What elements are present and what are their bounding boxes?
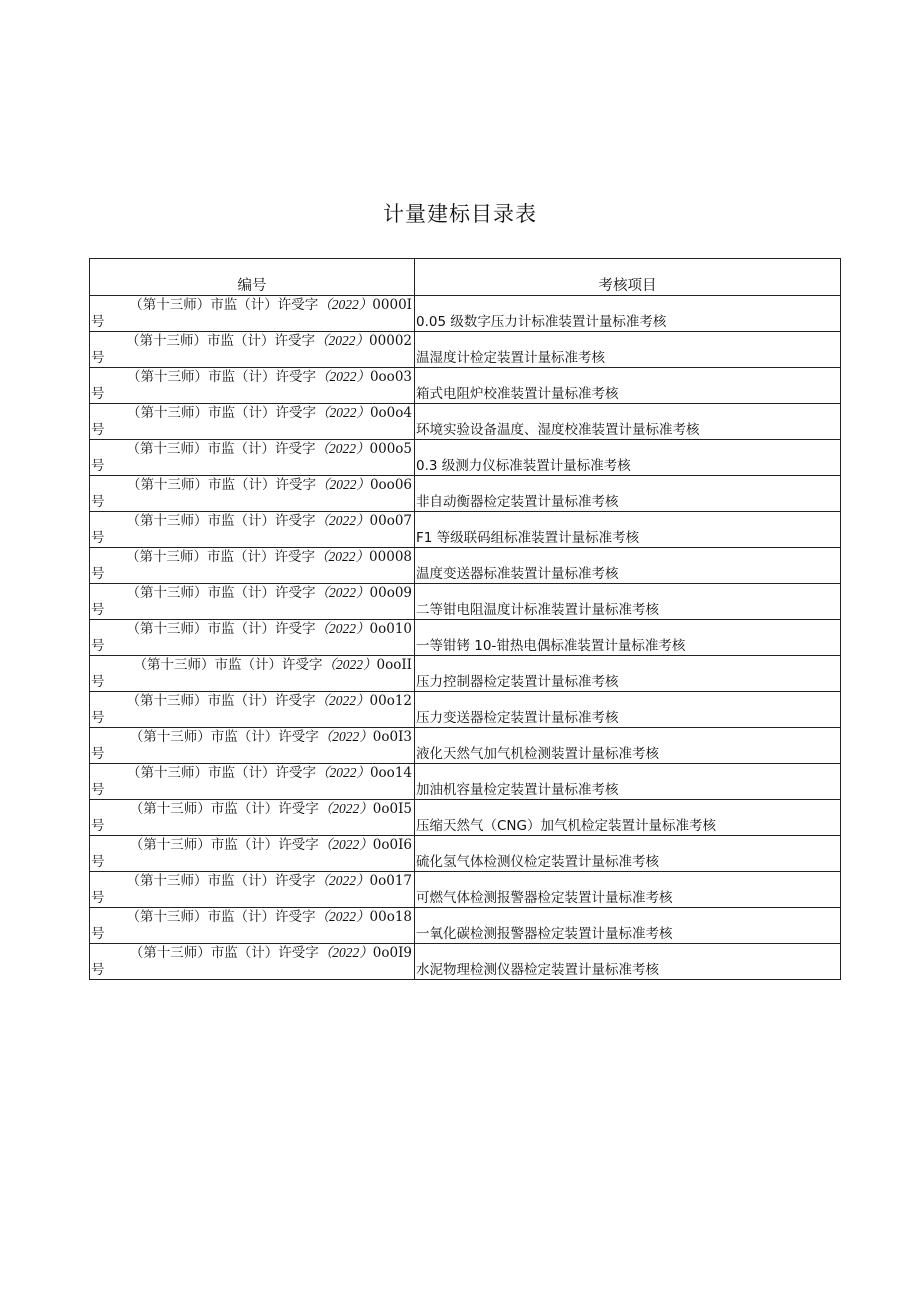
item-text: 非自动衡器检定装置计量标准考核: [416, 494, 619, 510]
number-line: [90, 404, 412, 422]
number-suffix: 号: [91, 422, 105, 438]
number-suffix: 号: [91, 566, 105, 582]
item-text: 一氧化碳检测报警器检定装置计量标准考核: [416, 926, 673, 942]
number-cell: [90, 512, 415, 548]
table-row: [90, 656, 841, 692]
number-cell: [90, 476, 415, 512]
table-row: [90, 548, 841, 584]
number-line: [90, 620, 412, 638]
item-cell: [415, 620, 841, 656]
item-text: 二等钳电阻温度计标准装置计量标准考核: [416, 602, 659, 618]
item-text: 压缩天然气（CNG）加气机检定装置计量标准考核: [416, 818, 716, 834]
number-suffix: 号: [91, 458, 105, 474]
number-year: （2022）: [318, 729, 373, 744]
number-suffix: 号: [91, 854, 105, 870]
number-prefix: （第十三师）市监（计）许受字: [126, 765, 316, 781]
number-year: （2022）: [315, 549, 370, 564]
item-text: 环境实验设备温度、湿度校准装置计量标准考核: [416, 422, 700, 438]
table-row: [90, 944, 841, 980]
number-line: [90, 548, 412, 566]
number-prefix: （第十三师）市监（计）许受字: [126, 333, 316, 349]
table-row: [90, 872, 841, 908]
number-year: （2022）: [315, 369, 370, 384]
item-cell: [415, 836, 841, 872]
item-cell: [415, 512, 841, 548]
number-year: （2022）: [318, 801, 373, 816]
item-cell: [415, 656, 841, 692]
table-row: [90, 908, 841, 944]
table-row: [90, 440, 841, 476]
number-line: [90, 800, 412, 818]
number-line: [90, 332, 412, 350]
number-line: [90, 836, 412, 854]
table-row: [90, 620, 841, 656]
number-year: （2022）: [318, 837, 373, 852]
number-cell: [90, 800, 415, 836]
catalog-table: [89, 258, 841, 980]
table-row: [90, 728, 841, 764]
number-prefix: （第十三师）市监（计）许受字: [126, 621, 316, 637]
number-year: （2022）: [315, 441, 370, 456]
item-cell: [415, 764, 841, 800]
number-prefix: （第十三师）市监（计）许受字: [126, 441, 316, 457]
number-cell: [90, 332, 415, 368]
number-prefix: （第十三师）市监（计）许受字: [129, 801, 319, 817]
item-cell: [415, 728, 841, 764]
table-row: [90, 800, 841, 836]
number-prefix: （第十三师）市监（计）许受字: [133, 657, 323, 673]
number-line: [90, 296, 412, 314]
item-text: 0.05 级数字压力计标准装置计量标准考核: [416, 314, 667, 330]
number-prefix: （第十三师）市监（计）许受字: [126, 909, 316, 925]
number-code: 000o5: [369, 441, 412, 457]
item-text: 加油机容量检定装置计量标准考核: [416, 782, 619, 798]
number-code: 0o0I6: [372, 837, 412, 853]
number-line: [90, 728, 412, 746]
number-year: （2022）: [318, 945, 373, 960]
item-cell: [415, 692, 841, 728]
number-suffix: 号: [91, 638, 105, 654]
table-row: [90, 836, 841, 872]
number-cell: [90, 620, 415, 656]
item-text: 温湿度计检定装置计量标准考核: [416, 350, 605, 366]
table-body: [90, 296, 841, 980]
item-cell: [415, 548, 841, 584]
number-cell: [90, 944, 415, 980]
number-prefix: （第十三师）市监（计）许受字: [126, 405, 316, 421]
number-prefix: （第十三师）市监（计）许受字: [126, 477, 316, 493]
number-prefix: （第十三师）市监（计）许受字: [129, 729, 319, 745]
item-cell: [415, 404, 841, 440]
header-item: 考核项目: [415, 259, 841, 296]
number-year: （2022）: [315, 693, 370, 708]
number-prefix: （第十三师）市监（计）许受字: [129, 945, 319, 961]
table-header-row: [90, 259, 841, 296]
number-suffix: 号: [91, 350, 105, 366]
table-row: [90, 296, 841, 332]
number-year: （2022）: [315, 585, 370, 600]
number-line: [90, 944, 412, 962]
item-cell: [415, 332, 841, 368]
item-text: 液化天然气加气机检测装置计量标准考核: [416, 746, 659, 762]
number-code: 0o0o4: [369, 405, 412, 421]
number-code: 0o017: [369, 873, 412, 889]
number-prefix: （第十三师）市监（计）许受字: [126, 693, 316, 709]
page-title: 计量建标目录表: [383, 202, 537, 226]
number-suffix: 号: [91, 602, 105, 618]
number-year: （2022）: [315, 909, 370, 924]
number-code: 0o0I3: [372, 729, 412, 745]
item-cell: [415, 440, 841, 476]
item-cell: [415, 296, 841, 332]
number-year: （2022）: [318, 297, 373, 312]
number-cell: [90, 872, 415, 908]
number-cell: [90, 368, 415, 404]
number-year: （2022）: [315, 873, 370, 888]
number-suffix: 号: [91, 494, 105, 510]
number-code: 0o0I5: [372, 801, 412, 817]
number-prefix: （第十三师）市监（计）许受字: [126, 513, 316, 529]
number-cell: [90, 440, 415, 476]
item-cell: [415, 872, 841, 908]
number-cell: [90, 764, 415, 800]
number-suffix: 号: [91, 962, 105, 978]
item-cell: [415, 944, 841, 980]
table-row: [90, 476, 841, 512]
table-row: [90, 692, 841, 728]
item-cell: [415, 908, 841, 944]
number-year: （2022）: [322, 657, 377, 672]
item-cell: [415, 584, 841, 620]
table-row: [90, 512, 841, 548]
number-code: 00o09: [369, 585, 412, 601]
number-prefix: （第十三师）市监（计）许受字: [126, 873, 316, 889]
number-cell: [90, 548, 415, 584]
item-text: 0.3 级测力仪标准装置计量标准考核: [416, 458, 631, 474]
table-row: [90, 584, 841, 620]
number-code: 00008: [369, 549, 412, 565]
item-cell: [415, 476, 841, 512]
number-code: 0oo14: [369, 765, 412, 781]
number-cell: [90, 584, 415, 620]
item-text: F1 等级联码组标准装置计量标准考核: [416, 530, 640, 546]
number-code: 0oo06: [369, 477, 412, 493]
number-cell: [90, 728, 415, 764]
number-line: [90, 656, 412, 674]
table-row: [90, 404, 841, 440]
number-prefix: （第十三师）市监（计）许受字: [126, 549, 316, 565]
item-text: 温度变送器标准装置计量标准考核: [416, 566, 619, 582]
item-text: 压力变送器检定装置计量标准考核: [416, 710, 619, 726]
number-line: [90, 764, 412, 782]
number-cell: [90, 692, 415, 728]
number-prefix: （第十三师）市监（计）许受字: [126, 369, 316, 385]
number-suffix: 号: [91, 746, 105, 762]
item-text: 一等钳铐 10-钳热电偶标准装置计量标准考核: [416, 638, 686, 654]
number-code: 0000I: [372, 297, 412, 313]
number-prefix: （第十三师）市监（计）许受字: [129, 837, 319, 853]
number-cell: [90, 404, 415, 440]
table-row: [90, 332, 841, 368]
number-suffix: 号: [91, 314, 105, 330]
number-code: 0oo03: [369, 369, 412, 385]
item-text: 可燃气体检测报警器检定装置计量标准考核: [416, 890, 673, 906]
number-code: 00002: [369, 333, 412, 349]
number-line: [90, 476, 412, 494]
number-code: 0o0I9: [372, 945, 412, 961]
number-code: 00o12: [369, 693, 412, 709]
number-year: （2022）: [315, 513, 370, 528]
number-year: （2022）: [315, 765, 370, 780]
item-cell: [415, 800, 841, 836]
number-suffix: 号: [91, 782, 105, 798]
number-code: 0o010: [369, 621, 412, 637]
number-code: 00o07: [369, 513, 412, 529]
number-year: （2022）: [315, 621, 370, 636]
item-text: 水泥物理检测仪器检定装置计量标准考核: [416, 962, 659, 978]
number-prefix: （第十三师）市监（计）许受字: [129, 297, 319, 313]
header-number: 编号: [90, 259, 415, 296]
number-cell: [90, 908, 415, 944]
number-line: [90, 584, 412, 602]
number-suffix: 号: [91, 386, 105, 402]
number-line: [90, 368, 412, 386]
number-line: [90, 908, 412, 926]
item-text: 硫化氢气体检测仪检定装置计量标准考核: [416, 854, 659, 870]
number-suffix: 号: [91, 890, 105, 906]
number-line: [90, 440, 412, 458]
number-line: [90, 512, 412, 530]
number-line: [90, 872, 412, 890]
number-year: （2022）: [315, 405, 370, 420]
number-suffix: 号: [91, 818, 105, 834]
number-cell: [90, 836, 415, 872]
number-year: （2022）: [315, 477, 370, 492]
number-cell: [90, 296, 415, 332]
item-text: 箱式电阻炉校准装置计量标准考核: [416, 386, 619, 402]
table-row: [90, 368, 841, 404]
number-code: 0ooII: [376, 657, 412, 673]
number-code: 00o18: [369, 909, 412, 925]
item-cell: [415, 368, 841, 404]
number-suffix: 号: [91, 530, 105, 546]
number-suffix: 号: [91, 710, 105, 726]
item-text: 压力控制器检定装置计量标准考核: [416, 674, 619, 690]
table-row: [90, 764, 841, 800]
number-suffix: 号: [91, 926, 105, 942]
number-suffix: 号: [91, 674, 105, 690]
number-line: [90, 692, 412, 710]
number-year: （2022）: [315, 333, 370, 348]
number-cell: [90, 656, 415, 692]
number-prefix: （第十三师）市监（计）许受字: [126, 585, 316, 601]
